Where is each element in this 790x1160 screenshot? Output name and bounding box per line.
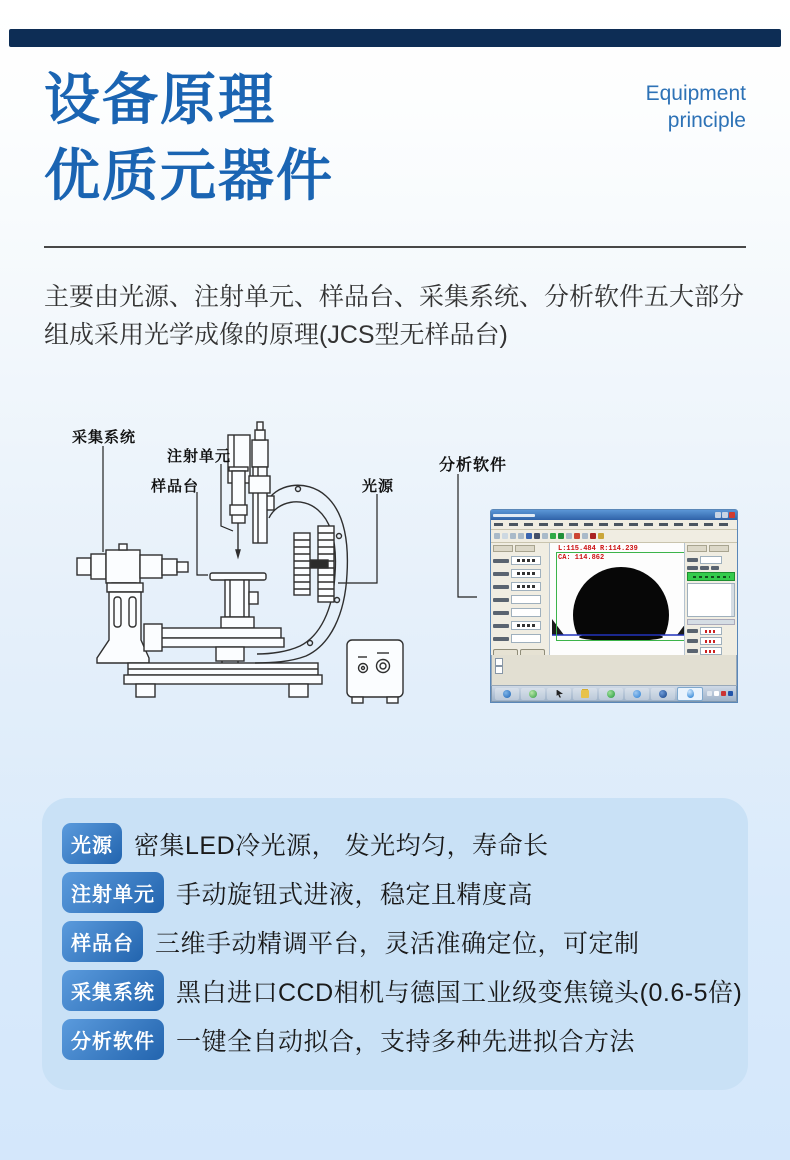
globe-icon — [503, 690, 511, 698]
app-window — [490, 509, 738, 703]
main-area — [491, 543, 737, 655]
feature-row — [62, 819, 748, 868]
blue-orb-icon — [633, 690, 641, 698]
page-title-line2: 优质元器件 — [44, 144, 334, 207]
feature-row — [62, 917, 748, 966]
subtitle-line2: principle — [667, 109, 746, 132]
page-title — [44, 62, 334, 214]
label-light-source: 光源 — [362, 478, 395, 495]
result-value-row — [687, 627, 735, 635]
feature-text: 三维手动精调平台，灵活准确定位，可定制 — [155, 929, 640, 958]
taskbar-item-active — [677, 687, 703, 701]
feature-text: 手动旋钮式进液，稳定且精度高 — [176, 880, 534, 909]
label-sample-stage: 样品台 — [151, 478, 200, 495]
cursor-icon — [555, 690, 563, 698]
software-screenshot — [490, 509, 738, 703]
feature-row — [62, 966, 748, 1015]
results-header — [687, 566, 735, 570]
page-title-line1: 设备原理 — [44, 68, 276, 131]
menu-bar — [491, 520, 737, 530]
window-buttons — [715, 512, 735, 518]
result-value-row — [687, 647, 735, 655]
label-injection-unit: 注射单元 — [167, 448, 232, 465]
sample-stage — [144, 573, 284, 663]
feature-row — [62, 868, 748, 917]
feature-badge: 样品台 — [62, 921, 143, 962]
roi-rectangle — [556, 552, 684, 641]
window-title-text — [493, 514, 535, 517]
feature-row — [62, 1015, 748, 1064]
result-value-row — [687, 637, 735, 645]
taskbar-item — [521, 688, 545, 700]
base-plate — [124, 663, 322, 697]
close-icon — [729, 512, 735, 518]
field-row — [493, 634, 547, 643]
results-list — [687, 583, 735, 617]
results-panel — [684, 543, 737, 655]
toolbar-icons — [491, 530, 737, 543]
taskbar-item — [625, 688, 649, 700]
field-row — [493, 556, 547, 565]
results-filter — [687, 556, 735, 564]
readout-lr: L:115.484 R:114.239 — [558, 545, 638, 553]
parameter-panel — [491, 543, 550, 655]
green-orb-icon — [607, 690, 615, 698]
maximize-icon — [722, 512, 728, 518]
feature-badge: 分析软件 — [62, 1019, 164, 1060]
results-scrollbar — [687, 619, 735, 625]
features-card — [42, 798, 748, 1090]
collapse-icon — [495, 666, 503, 674]
log-area — [491, 655, 737, 686]
intro-paragraph: 主要由光源、注射单元、样品台、采集系统、分析软件五大部分组成采用光学成像的原理(JCS型无样品台) — [44, 283, 745, 349]
window-title-bar — [491, 510, 737, 520]
water-drop-icon — [687, 689, 694, 698]
field-row — [493, 569, 547, 578]
taskbar-item — [495, 688, 519, 700]
feature-badge: 光源 — [62, 823, 122, 864]
droplet-view — [550, 543, 684, 655]
system-tray — [707, 691, 733, 696]
taskbar-item — [599, 688, 623, 700]
field-row — [493, 595, 547, 604]
feature-badge: 采集系统 — [62, 970, 164, 1011]
left-support — [97, 583, 149, 663]
taskbar-item — [651, 688, 675, 700]
taskbar — [491, 686, 737, 702]
section-divider — [44, 246, 746, 248]
page-subtitle-en — [646, 80, 746, 134]
taskbar-item — [547, 688, 571, 700]
leaf-icon — [529, 690, 537, 698]
subtitle-line1: Equipment — [645, 82, 746, 105]
navy-orb-icon — [659, 690, 667, 698]
feature-text: 黑白进口CCD相机与德国工业级变焦镜头(0.6-5倍) — [176, 978, 743, 1007]
measurement-readout — [558, 545, 638, 563]
results-tabs — [687, 545, 735, 552]
expand-icon — [495, 658, 503, 666]
field-row — [493, 621, 547, 630]
selected-result-row — [687, 572, 735, 581]
light-source-housing — [294, 526, 334, 602]
top-divider-bar — [9, 29, 781, 47]
field-row — [493, 608, 547, 617]
feature-badge: 注射单元 — [62, 872, 164, 913]
feature-text: 密集LED冷光源， 发光均匀，寿命长 — [134, 831, 549, 860]
label-acquisition-system: 采集系统 — [72, 429, 137, 446]
parameter-tabs — [493, 545, 547, 552]
folder-icon — [581, 690, 589, 698]
taskbar-item — [573, 688, 597, 700]
injection-unit — [228, 422, 270, 557]
field-row — [493, 582, 547, 591]
control-box — [347, 640, 403, 703]
feature-text: 一键全自动拟合，支持多种先进拟合方法 — [176, 1027, 636, 1056]
readout-ca: CA: 114.862 — [558, 554, 605, 562]
label-analysis-software: 分析软件 — [439, 457, 508, 474]
minimize-icon — [715, 512, 721, 518]
